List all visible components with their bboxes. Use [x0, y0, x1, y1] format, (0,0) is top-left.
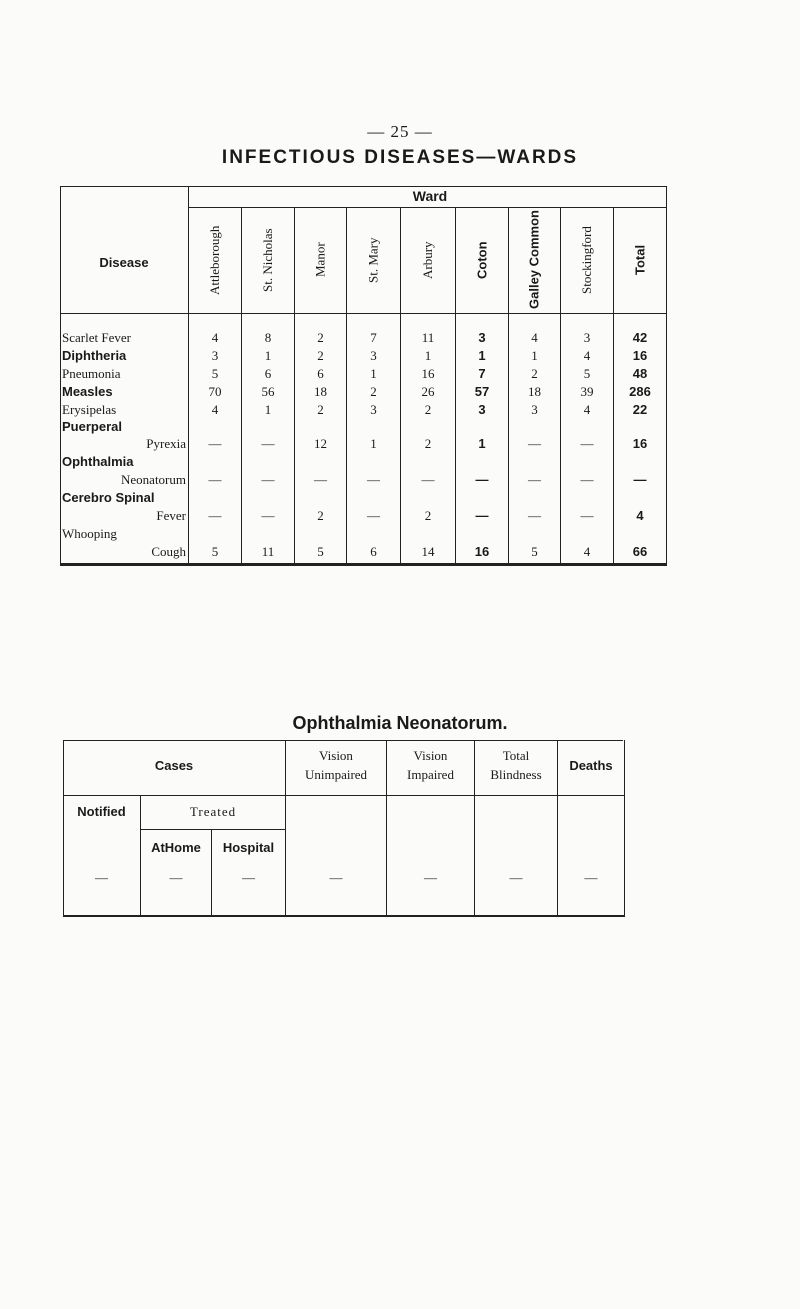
table-cell: — [528, 436, 541, 451]
header-vision-unimpaired-line1: Vision [319, 748, 353, 763]
col-header-st-mary: St. Mary [365, 237, 381, 283]
table-cell: — [528, 508, 541, 523]
table-cell: — [208, 436, 222, 451]
table-cell: 14 [421, 544, 435, 559]
table-cell: 39 [580, 384, 594, 399]
table-top-border [60, 186, 667, 187]
table-cell: 11 [261, 544, 275, 559]
row-label: Cerebro Spinal [62, 490, 155, 505]
header-vision-impaired-line1: Vision [413, 748, 448, 763]
table-cell: 6 [264, 366, 272, 381]
header-bottom-rule [60, 313, 666, 314]
col-header-stockingford: Stockingford [579, 226, 594, 294]
table-cell: 1 [478, 436, 486, 451]
table-cell: 70 [208, 384, 222, 399]
table-cell: — [208, 508, 222, 523]
table-cell: — [261, 472, 275, 487]
header-total-blindness-line1: Total [502, 748, 530, 763]
row-label: Ophthalmia [62, 454, 134, 469]
table-cell: — [475, 472, 489, 487]
table-cell: 12 [314, 436, 327, 451]
table2-top-border [63, 740, 623, 741]
table-cell: 2 [317, 508, 324, 523]
table-cell: 16 [632, 436, 648, 451]
table-cell: 2 [317, 330, 324, 345]
table-cell: 4 [583, 544, 591, 559]
table-cell: — [421, 472, 435, 487]
table-cell: — [580, 508, 594, 523]
value-vision-unimpaired: — [329, 870, 343, 885]
table-cell: 5 [211, 544, 219, 559]
table-cell: 3 [211, 348, 219, 363]
table-cell: 1 [264, 402, 272, 417]
header-cases: Cases [154, 758, 194, 773]
table-cell: 66 [632, 544, 648, 559]
table-left-border [60, 186, 61, 566]
table-cell: — [580, 472, 594, 487]
row-label: Pyrexia [146, 436, 186, 451]
table2-bottom-border [63, 915, 625, 917]
header-treated: Treated [189, 804, 237, 819]
value-hospital: — [242, 870, 255, 885]
table-cell: 5 [211, 366, 219, 381]
page-number: — 25 — [367, 122, 433, 141]
table-cell: 1 [531, 348, 538, 363]
table-cell: 4 [211, 330, 219, 345]
table-cell: 1 [370, 366, 377, 381]
table-cell: 3 [370, 402, 377, 417]
row-label: Diphtheria [62, 348, 127, 363]
col-header-manor: Manor [312, 242, 328, 278]
table-cell: — [367, 472, 380, 487]
table-cell: 18 [528, 384, 541, 399]
header-notified: Notified [77, 804, 126, 819]
table-cell: 48 [632, 366, 648, 381]
table-cell: — [580, 436, 594, 451]
col-header-total: Total [632, 244, 648, 276]
table-cell: — [261, 436, 275, 451]
table-cell: 4 [211, 402, 219, 417]
table-cell: 57 [474, 384, 490, 399]
table-cell: 286 [629, 384, 651, 399]
table-cell: 3 [478, 402, 486, 417]
table-bottom-border [60, 563, 667, 566]
table-cell: 2 [370, 384, 377, 399]
table-cell: 1 [424, 348, 432, 363]
value-notified: — [95, 870, 108, 885]
treated-rule [140, 829, 285, 830]
row-label: Scarlet Fever [62, 330, 131, 345]
table-cell: 4 [583, 348, 591, 363]
table-cell: 2 [424, 402, 432, 417]
table-cell: — [367, 508, 380, 523]
table-cell: 6 [317, 366, 324, 381]
table-cell: 8 [264, 330, 272, 345]
table-cell: 2 [317, 348, 324, 363]
table-cell: 16 [421, 366, 435, 381]
row-label: Whooping [62, 526, 117, 541]
value-total-blindness: — [509, 870, 523, 885]
header-hospital: Hospital [222, 840, 275, 855]
table-cell: 22 [632, 402, 648, 417]
table-title: INFECTIOUS DISEASES—WARDS [221, 147, 579, 168]
table-cell: — [475, 508, 489, 523]
table-cell: 5 [317, 544, 324, 559]
table-cell: 26 [421, 384, 435, 399]
row-label: Puerperal [62, 419, 122, 434]
col-header-arbury: Arbury [420, 241, 435, 279]
table-right-border [666, 186, 667, 566]
table-cell: 7 [478, 366, 486, 381]
table-cell: 7 [370, 330, 377, 345]
value-at-home: — [169, 870, 183, 885]
table-cell: 2 [424, 436, 432, 451]
table2-right-border [624, 740, 625, 917]
table-cell: 18 [314, 384, 327, 399]
disease-header: Disease [99, 255, 149, 270]
table-cell: 1 [370, 436, 377, 451]
header-at-home: AtHome [151, 840, 201, 855]
header-vision-unimpaired-line2: Unimpaired [304, 767, 368, 782]
table-cell: 2 [424, 508, 432, 523]
table-cell: 3 [478, 330, 486, 345]
table-cell: 4 [583, 402, 591, 417]
table-cell: 1 [264, 348, 272, 363]
col-header-st-nicholas: St. Nicholas [260, 228, 275, 292]
table-cell: 5 [583, 366, 591, 381]
table-cell: 56 [261, 384, 275, 399]
table-cell: 3 [583, 330, 591, 345]
table-cell: — [261, 508, 275, 523]
table-cell: 3 [370, 348, 377, 363]
table-cell: — [208, 472, 222, 487]
table-cell: — [314, 472, 327, 487]
ophthalmia-title: Ophthalmia Neonatorum. [292, 713, 508, 733]
col-header-coton: Coton [474, 241, 490, 279]
col-header-galley-common: Galley Common [526, 210, 542, 310]
ward-group-header: Ward [412, 188, 448, 204]
table2-header-rule [63, 795, 625, 796]
table-cell: 4 [636, 508, 644, 523]
header-vision-impaired-line2: Impaired [407, 767, 454, 782]
table-cell: 2 [531, 366, 538, 381]
table-cell: 16 [632, 348, 648, 363]
table-cell: 42 [632, 330, 648, 345]
col-header-attleborough: Attleborough [207, 225, 222, 295]
table-cell: 6 [370, 544, 377, 559]
value-vision-impaired: — [424, 870, 437, 885]
row-label: Fever [156, 508, 186, 523]
row-label: Neonatorum [121, 472, 186, 487]
ward-header-rule [188, 207, 666, 208]
table-cell: 5 [531, 544, 538, 559]
table-cell: — [528, 472, 541, 487]
row-label: Erysipelas [62, 402, 117, 417]
table-cell: 1 [478, 348, 486, 363]
table-cell: 11 [421, 330, 435, 345]
header-deaths: Deaths [569, 758, 613, 773]
table-cell: — [633, 472, 647, 487]
value-deaths: — [584, 870, 598, 885]
table-cell: 4 [531, 330, 538, 345]
table-cell: 3 [531, 402, 538, 417]
table-cell: 16 [474, 544, 490, 559]
table-cell: 2 [317, 402, 324, 417]
header-total-blindness-line2: Blindness [490, 767, 542, 782]
row-label: Cough [151, 544, 186, 559]
row-label: Pneumonia [62, 366, 121, 381]
row-label: Measles [62, 384, 113, 399]
